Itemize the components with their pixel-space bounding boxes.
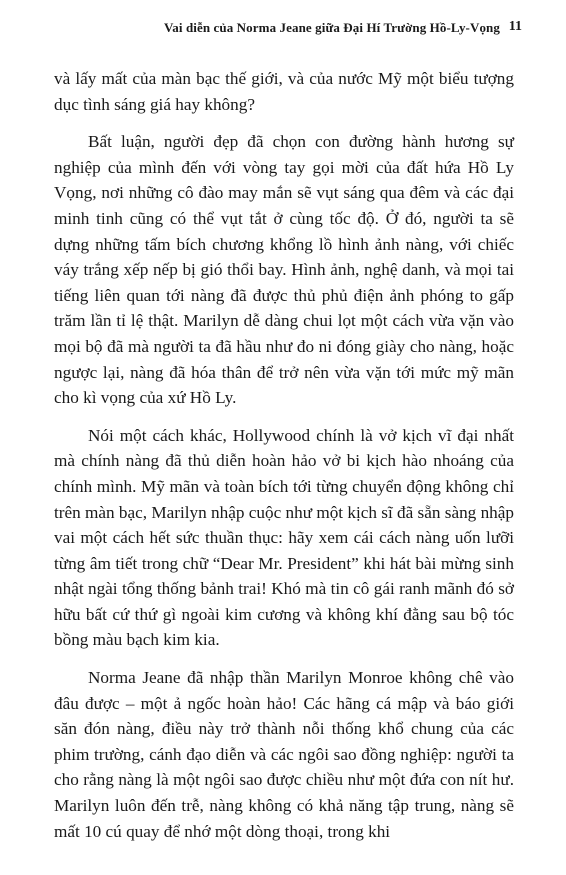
running-header-title: Vai diễn của Norma Jeane giữa Đại Hí Trường Hồ-Ly-Vọng [163, 20, 500, 35]
paragraph-2: Bất luận, người đẹp đã chọn con đường hành hương sự nghiệp của mình đến với vòng tay gọi mời của đất hứa Hồ Ly Vọng, nơi những cô đào may mắn sẽ vụt sáng qua đêm và các đại minh tinh cũng có thể vụt tắt ở cùng tốc độ. Ở đó, người ta sẽ dựng những tấm bích chương khổng lồ hình ảnh nàng, với chiếc váy trắng xếp nếp bị gió thổi bay. Hình ảnh, nghệ danh, và mọi tai tiếng liên quan tới nàng đã được thủ phủ điện ảnh phóng to gấp trăm lần tỉ lệ thật. Marilyn dễ dàng chui lọt một cách vừa vặn vào mọi bộ đã mà người ta đã hầu như đo ni đóng giày cho nàng, hoặc ngược lại, nàng đã hóa thân để trở nên vừa vặn tới mức mỹ mãn cho kì vọng của xứ Hồ Ly. [54, 132, 514, 408]
paragraph-1: và lấy mất của màn bạc thế giới, và của nước Mỹ một biểu tượng dục tình sáng giá hay không? [54, 69, 514, 114]
paragraph-3: Nói một cách khác, Hollywood chính là vở kịch vĩ đại nhất mà chính nàng đã thủ diễn hoàn hảo vở bi kịch hào nhoáng của chính mình. Mỹ mãn và toàn bích tới từng chuyển động không chỉ trên màn bạc, Marilyn nhập cuộc như một kịch sĩ đã sẵn sàng nhập vai một cách hết sức thuần thục: hãy xem cái cách nàng uốn lưỡi từng âm tiết trong chữ “Dear Mr. President” khi hát bài mừng sinh nhật ngài tổng thống bảnh trai! Khó mà tin cô gái ranh mãnh đó sở hữu bất cứ thứ gì ngoài kim cương và không khí đằng sau bộ tóc bồng màu bạch kim kia. [54, 425, 514, 650]
body-text [54, 66, 514, 844]
page-number: 11 [508, 19, 522, 34]
paragraph-4: Norma Jeane đã nhập thần Marilyn Monroe không chê vào đâu được – một ả ngốc hoàn hảo! Các hãng cá mập và báo giới săn đón nàng, điều này trở thành nỗi thống khổ chung của các phim trường, cánh đạo diễn và các ngôi sao đồng nghiệp: người ta cho rằng nàng là một ngôi sao được chiều như một đứa con nít hư. Marilyn luôn đến trễ, nàng không có khả năng tập trung, nàng sẽ mất 10 cú quay để nhớ một dòng thoại, trong khi [54, 668, 514, 841]
running-header [0, 18, 566, 42]
